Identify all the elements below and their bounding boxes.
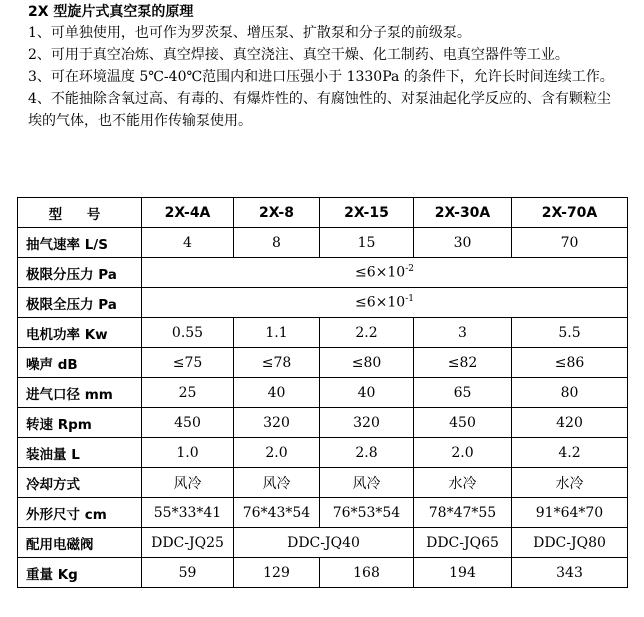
row-label-oil: 装油量 L bbox=[18, 438, 142, 468]
table-row bbox=[18, 318, 628, 348]
table-cell: 91*64*70 bbox=[512, 498, 628, 528]
table-cell: ≤80 bbox=[320, 348, 414, 378]
row-label-noise: 噪声 dB bbox=[18, 348, 142, 378]
table-row bbox=[18, 558, 628, 588]
row-label-speed: 抽气速率 L/S bbox=[18, 228, 142, 258]
row-label-total-pressure: 极限全压力 Pa bbox=[18, 288, 142, 318]
intro-paragraphs bbox=[28, 22, 618, 132]
header-model-label: 型 号 bbox=[18, 198, 142, 228]
table-cell: 5.5 bbox=[512, 318, 628, 348]
total-pressure-exponent: -1 bbox=[405, 294, 414, 305]
header-model-cell: 2X-15 bbox=[320, 198, 414, 228]
table-cell: ≤78 bbox=[234, 348, 320, 378]
table-cell: 30 bbox=[414, 228, 512, 258]
table-cell: 4 bbox=[142, 228, 234, 258]
table-row bbox=[18, 468, 628, 498]
table-row bbox=[18, 228, 628, 258]
spec-table bbox=[17, 197, 628, 588]
row-label-power: 电机功率 Kw bbox=[18, 318, 142, 348]
table-cell: 2.0 bbox=[234, 438, 320, 468]
table-header-row bbox=[18, 198, 628, 228]
table-cell: 水冷 bbox=[512, 468, 628, 498]
table-cell: 168 bbox=[320, 558, 414, 588]
table-cell: 55*33*41 bbox=[142, 498, 234, 528]
table-cell: DDC-JQ65 bbox=[414, 528, 512, 558]
table-cell: 320 bbox=[234, 408, 320, 438]
table-row bbox=[18, 258, 628, 288]
table-cell: 风冷 bbox=[234, 468, 320, 498]
table-cell: 2.8 bbox=[320, 438, 414, 468]
table-cell: 1.0 bbox=[142, 438, 234, 468]
table-cell: ≤75 bbox=[142, 348, 234, 378]
row-label-inlet: 进气口径 mm bbox=[18, 378, 142, 408]
table-cell: 80 bbox=[512, 378, 628, 408]
table-cell: 450 bbox=[142, 408, 234, 438]
table-row bbox=[18, 498, 628, 528]
table-cell: DDC-JQ25 bbox=[142, 528, 234, 558]
intro-item-1: 1、可单独使用，也可作为罗茨泵、增压泵、扩散泵和分子泵的前级泵。 bbox=[28, 25, 471, 41]
row-label-dimensions: 外形尺寸 cm bbox=[18, 498, 142, 528]
table-cell: 3 bbox=[414, 318, 512, 348]
intro-item-3: 3、可在环境温度 5℃-40℃范围内和进口压强小于 1330Pa 的条件下，允许长时间连续工作。 bbox=[28, 69, 614, 85]
table-cell: 65 bbox=[414, 378, 512, 408]
table-cell: 320 bbox=[320, 408, 414, 438]
document-title: 2X 型旋片式真空泵的原理 bbox=[28, 4, 194, 20]
table-cell: 70 bbox=[512, 228, 628, 258]
table-cell: 343 bbox=[512, 558, 628, 588]
table-cell: ≤82 bbox=[414, 348, 512, 378]
header-model-cell: 2X-8 bbox=[234, 198, 320, 228]
table-cell: 40 bbox=[320, 378, 414, 408]
partial-pressure-exponent: -2 bbox=[405, 264, 414, 275]
table-cell: 78*47*55 bbox=[414, 498, 512, 528]
table-cell: 15 bbox=[320, 228, 414, 258]
table-cell: 2.2 bbox=[320, 318, 414, 348]
row-label-valve: 配用电磁阀 bbox=[18, 528, 142, 558]
table-row bbox=[18, 438, 628, 468]
total-pressure-value bbox=[142, 288, 628, 318]
table-cell: 2.0 bbox=[414, 438, 512, 468]
table-cell: DDC-JQ40 bbox=[234, 528, 414, 558]
row-label-weight: 重量 Kg bbox=[18, 558, 142, 588]
intro-item-4: 4、不能抽除含氧过高、有毒的、有爆炸性的、有腐蚀性的、对泵油起化学反应的、含有颗粒尘埃的气体，也不能用作传输泵使用。 bbox=[28, 91, 611, 129]
table-cell: 40 bbox=[234, 378, 320, 408]
table-row bbox=[18, 408, 628, 438]
table-row bbox=[18, 288, 628, 318]
header-model-cell: 2X-4A bbox=[142, 198, 234, 228]
table-cell: 194 bbox=[414, 558, 512, 588]
table-cell: DDC-JQ80 bbox=[512, 528, 628, 558]
table-cell: 0.55 bbox=[142, 318, 234, 348]
table-cell: 1.1 bbox=[234, 318, 320, 348]
table-cell: 8 bbox=[234, 228, 320, 258]
header-model-cell: 2X-30A bbox=[414, 198, 512, 228]
intro-item-2: 2、可用于真空冶炼、真空焊接、真空浇注、真空干燥、化工制药、电真空器件等工业。 bbox=[28, 47, 569, 63]
table-cell: ≤86 bbox=[512, 348, 628, 378]
table-row bbox=[18, 378, 628, 408]
table-cell: 水冷 bbox=[414, 468, 512, 498]
table-cell: 风冷 bbox=[142, 468, 234, 498]
partial-pressure-value bbox=[142, 258, 628, 288]
header-model-cell: 2X-70A bbox=[512, 198, 628, 228]
table-cell: 76*43*54 bbox=[234, 498, 320, 528]
table-cell: 4.2 bbox=[512, 438, 628, 468]
table-row bbox=[18, 528, 628, 558]
row-label-partial-pressure: 极限分压力 Pa bbox=[18, 258, 142, 288]
table-cell: 450 bbox=[414, 408, 512, 438]
table-row bbox=[18, 348, 628, 378]
row-label-cooling: 冷却方式 bbox=[18, 468, 142, 498]
table-cell: 25 bbox=[142, 378, 234, 408]
row-label-rpm: 转速 Rpm bbox=[18, 408, 142, 438]
table-cell: 59 bbox=[142, 558, 234, 588]
table-cell: 76*53*54 bbox=[320, 498, 414, 528]
table-cell: 420 bbox=[512, 408, 628, 438]
partial-pressure-base: ≤6×10 bbox=[355, 264, 406, 281]
total-pressure-base: ≤6×10 bbox=[355, 294, 406, 311]
table-cell: 129 bbox=[234, 558, 320, 588]
table-cell: 风冷 bbox=[320, 468, 414, 498]
